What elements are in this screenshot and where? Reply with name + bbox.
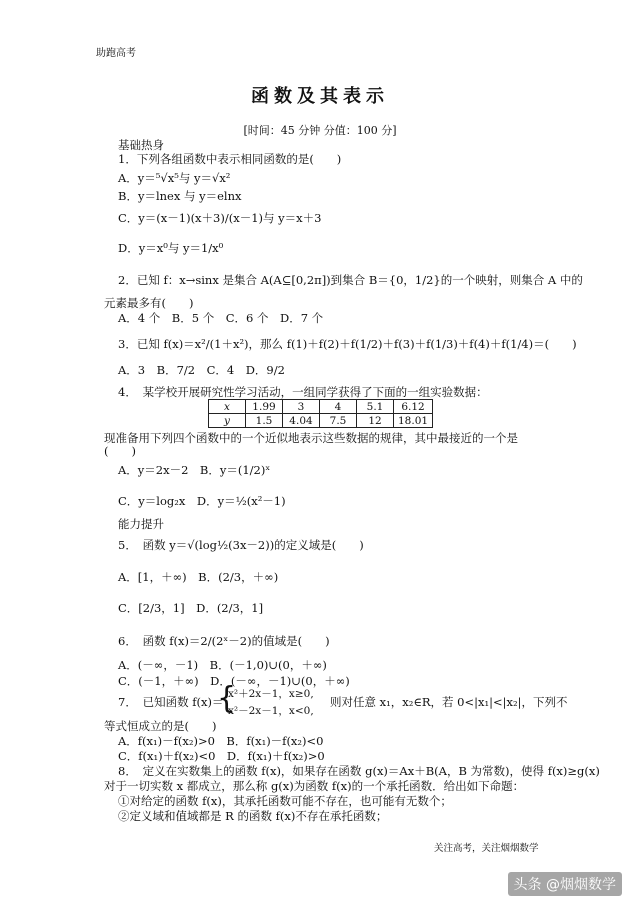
table-cell: 1.5 — [246, 414, 283, 428]
q7-case1: x²＋2x－1，x≥0, — [228, 688, 314, 700]
q8-item1: ①对给定的函数 f(x)，其承托函数可能不存在，也可能有无数个； — [118, 794, 452, 808]
q5-stem: 5． 函数 y＝√(log½(3x－2))的定义域是( ) — [118, 538, 364, 552]
q8-item2: ②定义域和值域都是 R 的函数 f(x)不存在承托函数； — [118, 809, 388, 823]
page-title: 函数及其表示 — [251, 86, 389, 107]
q2-line2: 元素最多有( ) — [104, 296, 194, 310]
q1-stem: 1．下列各组函数中表示相同函数的是( ) — [118, 152, 342, 166]
q1-option-a: A．y＝⁵√x⁵与 y＝√x² — [118, 171, 231, 185]
q7-line2: 等式恒成立的是( ) — [104, 719, 217, 733]
q4-line2: 现准备用下列四个函数中的一个近似地表示这些数据的规律，其中最接近的一个是 — [104, 431, 518, 445]
q6-options-ab: A．(－∞，－1) B．(－1,0)∪(0，＋∞) — [118, 658, 327, 672]
q1-option-b: B．y＝lnex 与 y＝elnx — [118, 189, 242, 203]
table-row-y — [209, 414, 433, 428]
q5-options-cd: C．[2/3，1] D．(2/3，1] — [118, 601, 264, 615]
page-footer: 关注高考，关注烟烟数学 — [434, 843, 539, 854]
q3-stem: 3．已知 f(x)＝x²/(1＋x²)，那么 f(1)＋f(2)＋f(1/2)＋f(3)＋f(1/3)＋f(4)＋f(1/4)＝( ) — [118, 337, 577, 351]
table-cell: 4 — [320, 400, 357, 414]
q7-case2: x²－2x－1，x<0, — [228, 705, 314, 717]
table-cell: 1.99 — [246, 400, 283, 414]
q1-option-c: C．y＝(x－1)(x＋3)/(x－1)与 y＝x＋3 — [118, 211, 322, 225]
watermark: 头条 @烟烟数学 — [508, 872, 622, 896]
table-cell: 5.1 — [357, 400, 394, 414]
table-cell: 6.12 — [394, 400, 433, 414]
table-row-x — [209, 400, 433, 414]
q2-options: A．4 个 B．5 个 C．6 个 D．7 个 — [118, 311, 324, 325]
page-header: 助跑高考 — [96, 48, 136, 59]
q4-options-ab: A．y＝2x－2 B．y＝(1/2)ˣ — [118, 463, 271, 477]
q5-options-ab: A．[1，＋∞) B．(2/3，＋∞) — [118, 570, 279, 584]
table-cell: 3 — [283, 400, 320, 414]
q7-tail: 则对任意 x₁，x₂∈R，若 0<|x₁|<|x₂|，下列不 — [330, 695, 568, 709]
q4-data-table — [208, 399, 433, 428]
q7-lead: 7． 已知函数 f(x)＝ — [118, 695, 224, 709]
exam-info: [时间：45 分钟 分值：100 分] — [243, 124, 397, 137]
q4-line3: ( ) — [104, 444, 136, 458]
q8-line2: 对于一切实数 x 都成立，那么称 g(x)为函数 f(x)的一个承托函数．给出如下命题： — [104, 779, 525, 793]
table-cell: 4.04 — [283, 414, 320, 428]
q3-options: A．3 B．7/2 C．4 D．9/2 — [118, 363, 285, 377]
table-header-y: y — [209, 414, 246, 428]
table-cell: 12 — [357, 414, 394, 428]
table-cell: 7.5 — [320, 414, 357, 428]
q1-option-d: D．y＝x⁰与 y＝1/x⁰ — [118, 241, 224, 255]
q2-line1: 2．已知 f：x→sinx 是集合 A(A⊆[0,2π])到集合 B＝{0，1/2}的一个映射，则集合 A 中的 — [118, 273, 583, 287]
brace-symbol: { — [217, 681, 237, 716]
q6-options-cd: C．(－1，＋∞) D．(－∞，－1)∪(0，＋∞) — [118, 674, 350, 688]
q7-options-cd: C．f(x₁)＋f(x₂)<0 D．f(x₁)＋f(x₂)>0 — [118, 749, 325, 763]
table-cell: 18.01 — [394, 414, 433, 428]
q4-stem: 4． 某学校开展研究性学习活动，一组同学获得了下面的一组实验数据： — [118, 385, 488, 399]
section-advanced: 能力提升 — [118, 517, 164, 531]
section-basic: 基础热身 — [118, 138, 164, 152]
q7-options-ab: A．f(x₁)－f(x₂)>0 B．f(x₁)－f(x₂)<0 — [118, 734, 324, 748]
q4-options-cd: C．y＝log₂x D．y＝½(x²－1) — [118, 494, 286, 508]
q6-stem: 6． 函数 f(x)＝2/(2ˣ－2)的值域是( ) — [118, 634, 330, 648]
q8-line1: 8． 定义在实数集上的函数 f(x)，如果存在函数 g(x)＝Ax＋B(A，B 为常数)，使得 f(x)≥g(x) — [118, 764, 600, 778]
table-header-x: x — [209, 400, 246, 414]
